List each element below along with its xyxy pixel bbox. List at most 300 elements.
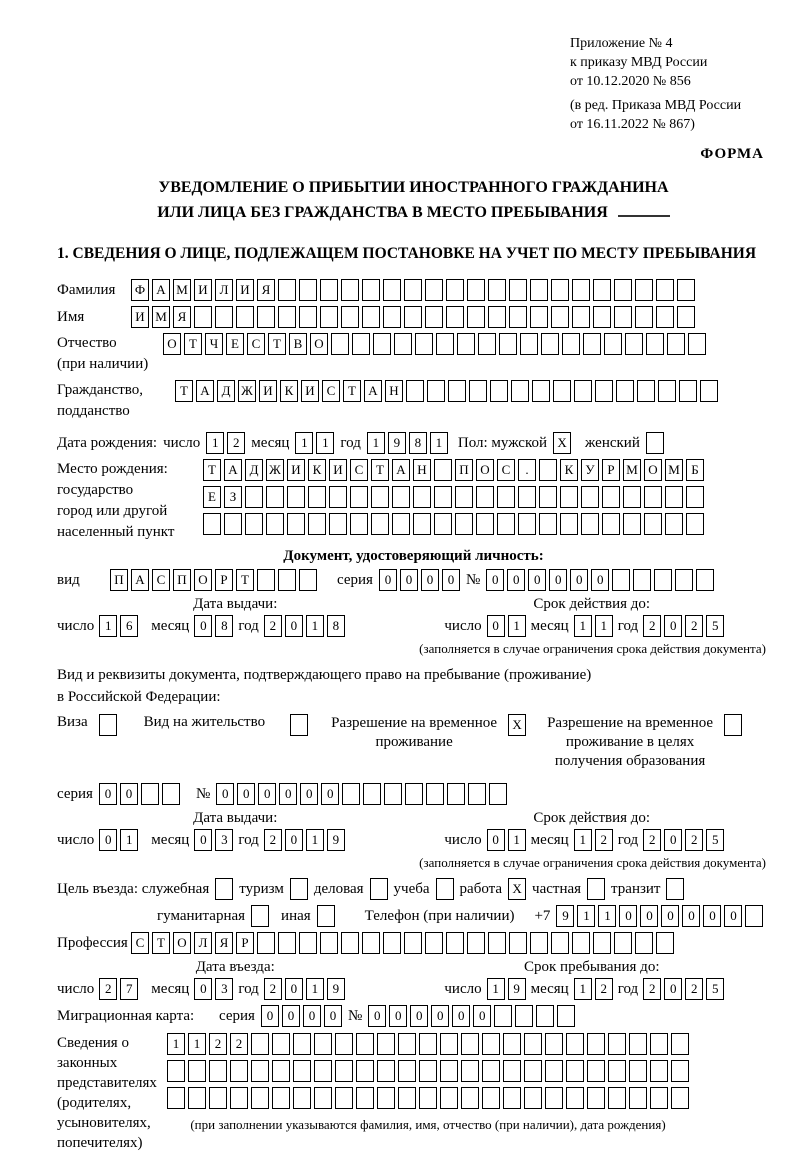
char-cell[interactable]: [373, 333, 391, 355]
char-cell[interactable]: .: [518, 459, 536, 481]
char-cell[interactable]: [530, 932, 548, 954]
purpose-humanitarian-checkbox[interactable]: [251, 905, 269, 927]
char-cell[interactable]: И: [236, 279, 254, 301]
middlename-input[interactable]: [163, 333, 706, 355]
stay-day-input[interactable]: [487, 978, 526, 1000]
permit-valid-year-input[interactable]: [643, 829, 724, 851]
char-cell[interactable]: [602, 513, 620, 535]
char-cell[interactable]: 0: [570, 569, 588, 591]
char-cell[interactable]: [406, 380, 424, 402]
char-cell[interactable]: 0: [324, 1005, 342, 1027]
char-cell[interactable]: О: [310, 333, 328, 355]
char-cell[interactable]: З: [224, 486, 242, 508]
char-cell[interactable]: Я: [173, 306, 191, 328]
char-cell[interactable]: 0: [279, 783, 297, 805]
char-cell[interactable]: [394, 333, 412, 355]
char-cell[interactable]: [341, 932, 359, 954]
entry-day-input[interactable]: [99, 978, 138, 1000]
char-cell[interactable]: [560, 513, 578, 535]
char-cell[interactable]: [656, 932, 674, 954]
char-cell[interactable]: [293, 1033, 311, 1055]
char-cell[interactable]: 5: [706, 615, 724, 637]
char-cell[interactable]: [654, 569, 672, 591]
char-cell[interactable]: [677, 306, 695, 328]
char-cell[interactable]: [434, 513, 452, 535]
char-cell[interactable]: 0: [591, 569, 609, 591]
char-cell[interactable]: [251, 1060, 269, 1082]
char-cell[interactable]: [383, 279, 401, 301]
char-cell[interactable]: [545, 1060, 563, 1082]
char-cell[interactable]: [434, 459, 452, 481]
char-cell[interactable]: 2: [264, 615, 282, 637]
char-cell[interactable]: 0: [285, 829, 303, 851]
char-cell[interactable]: [566, 1087, 584, 1109]
char-cell[interactable]: [593, 279, 611, 301]
char-cell[interactable]: [539, 459, 557, 481]
char-cell[interactable]: 0: [258, 783, 276, 805]
char-cell[interactable]: [518, 486, 536, 508]
char-cell[interactable]: [287, 513, 305, 535]
char-cell[interactable]: [677, 279, 695, 301]
char-cell[interactable]: [557, 1005, 575, 1027]
permit-issue-month-input[interactable]: [194, 829, 233, 851]
char-cell[interactable]: 0: [99, 783, 117, 805]
char-cell[interactable]: Т: [236, 569, 254, 591]
char-cell[interactable]: [371, 486, 389, 508]
char-cell[interactable]: [419, 1060, 437, 1082]
char-cell[interactable]: [257, 932, 275, 954]
purpose-work-checkbox[interactable]: X: [508, 878, 526, 900]
char-cell[interactable]: [614, 279, 632, 301]
char-cell[interactable]: 2: [685, 829, 703, 851]
char-cell[interactable]: К: [308, 459, 326, 481]
char-cell[interactable]: [572, 932, 590, 954]
char-cell[interactable]: 2: [264, 829, 282, 851]
char-cell[interactable]: [413, 513, 431, 535]
id-issue-day-input[interactable]: [99, 615, 138, 637]
char-cell[interactable]: [440, 1060, 458, 1082]
char-cell[interactable]: [236, 306, 254, 328]
stay-month-input[interactable]: [574, 978, 613, 1000]
char-cell[interactable]: [572, 306, 590, 328]
char-cell[interactable]: 2: [595, 978, 613, 1000]
char-cell[interactable]: [377, 1033, 395, 1055]
char-cell[interactable]: [299, 279, 317, 301]
char-cell[interactable]: [497, 486, 515, 508]
char-cell[interactable]: [427, 380, 445, 402]
id-valid-month-input[interactable]: [574, 615, 613, 637]
char-cell[interactable]: [230, 1087, 248, 1109]
char-cell[interactable]: О: [173, 932, 191, 954]
char-cell[interactable]: 0: [261, 1005, 279, 1027]
char-cell[interactable]: [587, 1033, 605, 1055]
char-cell[interactable]: [419, 1087, 437, 1109]
char-cell[interactable]: [350, 513, 368, 535]
char-cell[interactable]: 0: [724, 905, 742, 927]
char-cell[interactable]: [446, 279, 464, 301]
char-cell[interactable]: [503, 1087, 521, 1109]
char-cell[interactable]: [272, 1033, 290, 1055]
char-cell[interactable]: [530, 306, 548, 328]
char-cell[interactable]: О: [476, 459, 494, 481]
char-cell[interactable]: [251, 1033, 269, 1055]
char-cell[interactable]: [377, 1060, 395, 1082]
char-cell[interactable]: [635, 279, 653, 301]
char-cell[interactable]: Т: [268, 333, 286, 355]
citizenship-input[interactable]: [175, 380, 718, 402]
char-cell[interactable]: В: [289, 333, 307, 355]
char-cell[interactable]: [404, 279, 422, 301]
char-cell[interactable]: [425, 279, 443, 301]
char-cell[interactable]: [509, 279, 527, 301]
char-cell[interactable]: [650, 1087, 668, 1109]
char-cell[interactable]: С: [497, 459, 515, 481]
migration-number-input[interactable]: [368, 1005, 575, 1027]
residence-permit-checkbox[interactable]: [290, 714, 308, 736]
char-cell[interactable]: [539, 486, 557, 508]
char-cell[interactable]: [604, 333, 622, 355]
char-cell[interactable]: [457, 333, 475, 355]
char-cell[interactable]: С: [152, 569, 170, 591]
char-cell[interactable]: [679, 380, 697, 402]
char-cell[interactable]: Ж: [238, 380, 256, 402]
char-cell[interactable]: 1: [577, 905, 595, 927]
char-cell[interactable]: 3: [215, 829, 233, 851]
char-cell[interactable]: [293, 1087, 311, 1109]
char-cell[interactable]: 0: [400, 569, 418, 591]
char-cell[interactable]: [384, 783, 402, 805]
char-cell[interactable]: 1: [167, 1033, 185, 1055]
char-cell[interactable]: [530, 279, 548, 301]
char-cell[interactable]: [436, 333, 454, 355]
char-cell[interactable]: [209, 1087, 227, 1109]
char-cell[interactable]: 0: [664, 615, 682, 637]
char-cell[interactable]: [278, 279, 296, 301]
char-cell[interactable]: 0: [431, 1005, 449, 1027]
char-cell[interactable]: [392, 486, 410, 508]
char-cell[interactable]: И: [329, 459, 347, 481]
char-cell[interactable]: П: [455, 459, 473, 481]
char-cell[interactable]: [671, 1087, 689, 1109]
char-cell[interactable]: М: [665, 459, 683, 481]
char-cell[interactable]: [194, 306, 212, 328]
char-cell[interactable]: [587, 1087, 605, 1109]
char-cell[interactable]: [469, 380, 487, 402]
char-cell[interactable]: [415, 333, 433, 355]
char-cell[interactable]: [335, 1087, 353, 1109]
char-cell[interactable]: [167, 1060, 185, 1082]
char-cell[interactable]: Ж: [266, 459, 284, 481]
char-cell[interactable]: У: [581, 459, 599, 481]
char-cell[interactable]: 2: [209, 1033, 227, 1055]
char-cell[interactable]: 9: [327, 978, 345, 1000]
char-cell[interactable]: Т: [175, 380, 193, 402]
birthplace-row2-input[interactable]: [203, 486, 704, 508]
char-cell[interactable]: 0: [300, 783, 318, 805]
char-cell[interactable]: 2: [685, 615, 703, 637]
char-cell[interactable]: Б: [686, 459, 704, 481]
char-cell[interactable]: [299, 306, 317, 328]
char-cell[interactable]: С: [247, 333, 265, 355]
char-cell[interactable]: [608, 1087, 626, 1109]
char-cell[interactable]: [448, 380, 466, 402]
char-cell[interactable]: 2: [230, 1033, 248, 1055]
permit-series-input[interactable]: [99, 783, 180, 805]
char-cell[interactable]: Ф: [131, 279, 149, 301]
char-cell[interactable]: 0: [640, 905, 658, 927]
char-cell[interactable]: 3: [215, 978, 233, 1000]
char-cell[interactable]: 9: [327, 829, 345, 851]
char-cell[interactable]: 1: [206, 432, 224, 454]
char-cell[interactable]: 0: [664, 829, 682, 851]
stay-year-input[interactable]: [643, 978, 724, 1000]
char-cell[interactable]: [616, 380, 634, 402]
char-cell[interactable]: [560, 486, 578, 508]
char-cell[interactable]: 1: [306, 829, 324, 851]
char-cell[interactable]: 0: [194, 978, 212, 1000]
char-cell[interactable]: 6: [120, 615, 138, 637]
char-cell[interactable]: [635, 932, 653, 954]
char-cell[interactable]: [447, 783, 465, 805]
char-cell[interactable]: [489, 783, 507, 805]
char-cell[interactable]: 1: [99, 615, 117, 637]
char-cell[interactable]: [656, 279, 674, 301]
char-cell[interactable]: [633, 569, 651, 591]
char-cell[interactable]: [440, 1033, 458, 1055]
char-cell[interactable]: 0: [368, 1005, 386, 1027]
repr-row2-input[interactable]: [167, 1060, 689, 1082]
doc-type-input[interactable]: [110, 569, 317, 591]
char-cell[interactable]: [518, 513, 536, 535]
char-cell[interactable]: К: [280, 380, 298, 402]
char-cell[interactable]: [434, 486, 452, 508]
char-cell[interactable]: 0: [194, 615, 212, 637]
char-cell[interactable]: [658, 380, 676, 402]
char-cell[interactable]: 0: [682, 905, 700, 927]
char-cell[interactable]: 1: [367, 432, 385, 454]
char-cell[interactable]: А: [224, 459, 242, 481]
char-cell[interactable]: [162, 783, 180, 805]
char-cell[interactable]: [551, 306, 569, 328]
char-cell[interactable]: [644, 513, 662, 535]
id-issue-month-input[interactable]: [194, 615, 233, 637]
char-cell[interactable]: 0: [321, 783, 339, 805]
char-cell[interactable]: [468, 783, 486, 805]
char-cell[interactable]: [671, 1060, 689, 1082]
char-cell[interactable]: [629, 1087, 647, 1109]
char-cell[interactable]: [329, 513, 347, 535]
char-cell[interactable]: М: [152, 306, 170, 328]
char-cell[interactable]: [272, 1060, 290, 1082]
char-cell[interactable]: А: [392, 459, 410, 481]
char-cell[interactable]: А: [131, 569, 149, 591]
char-cell[interactable]: 0: [549, 569, 567, 591]
char-cell[interactable]: 0: [703, 905, 721, 927]
char-cell[interactable]: А: [196, 380, 214, 402]
char-cell[interactable]: [686, 513, 704, 535]
char-cell[interactable]: 0: [473, 1005, 491, 1027]
char-cell[interactable]: [551, 932, 569, 954]
char-cell[interactable]: 5: [706, 978, 724, 1000]
char-cell[interactable]: [509, 306, 527, 328]
char-cell[interactable]: [625, 333, 643, 355]
char-cell[interactable]: А: [152, 279, 170, 301]
char-cell[interactable]: 0: [216, 783, 234, 805]
char-cell[interactable]: [675, 569, 693, 591]
char-cell[interactable]: [188, 1060, 206, 1082]
char-cell[interactable]: 0: [442, 569, 460, 591]
char-cell[interactable]: [612, 569, 630, 591]
char-cell[interactable]: 0: [661, 905, 679, 927]
char-cell[interactable]: 9: [508, 978, 526, 1000]
char-cell[interactable]: 1: [487, 978, 505, 1000]
char-cell[interactable]: Д: [245, 459, 263, 481]
char-cell[interactable]: [515, 1005, 533, 1027]
char-cell[interactable]: 1: [598, 905, 616, 927]
char-cell[interactable]: И: [259, 380, 277, 402]
char-cell[interactable]: Л: [194, 932, 212, 954]
char-cell[interactable]: 2: [643, 615, 661, 637]
firstname-input[interactable]: [131, 306, 695, 328]
char-cell[interactable]: 8: [409, 432, 427, 454]
char-cell[interactable]: 0: [285, 978, 303, 1000]
char-cell[interactable]: [511, 380, 529, 402]
char-cell[interactable]: 2: [595, 829, 613, 851]
char-cell[interactable]: [383, 306, 401, 328]
char-cell[interactable]: [245, 513, 263, 535]
char-cell[interactable]: 2: [685, 978, 703, 1000]
char-cell[interactable]: 1: [508, 615, 526, 637]
char-cell[interactable]: [446, 306, 464, 328]
char-cell[interactable]: О: [644, 459, 662, 481]
birthplace-row3-input[interactable]: [203, 513, 704, 535]
char-cell[interactable]: [224, 513, 242, 535]
char-cell[interactable]: [667, 333, 685, 355]
char-cell[interactable]: [524, 1087, 542, 1109]
birth-day-input[interactable]: [206, 432, 245, 454]
char-cell[interactable]: [209, 1060, 227, 1082]
permit-valid-month-input[interactable]: [574, 829, 613, 851]
char-cell[interactable]: [488, 932, 506, 954]
char-cell[interactable]: [314, 1033, 332, 1055]
char-cell[interactable]: [494, 1005, 512, 1027]
char-cell[interactable]: О: [194, 569, 212, 591]
purpose-business-checkbox[interactable]: [370, 878, 388, 900]
char-cell[interactable]: [541, 333, 559, 355]
char-cell[interactable]: [461, 1087, 479, 1109]
birthplace-row1-input[interactable]: [203, 459, 704, 481]
char-cell[interactable]: [497, 513, 515, 535]
id-valid-year-input[interactable]: [643, 615, 724, 637]
char-cell[interactable]: [320, 306, 338, 328]
char-cell[interactable]: [352, 333, 370, 355]
char-cell[interactable]: [299, 932, 317, 954]
char-cell[interactable]: 0: [410, 1005, 428, 1027]
char-cell[interactable]: [293, 1060, 311, 1082]
char-cell[interactable]: [203, 513, 221, 535]
char-cell[interactable]: [331, 333, 349, 355]
char-cell[interactable]: 1: [188, 1033, 206, 1055]
char-cell[interactable]: [251, 1087, 269, 1109]
char-cell[interactable]: [320, 932, 338, 954]
permit-valid-day-input[interactable]: [487, 829, 526, 851]
char-cell[interactable]: [398, 1060, 416, 1082]
entry-month-input[interactable]: [194, 978, 233, 1000]
repr-row3-input[interactable]: [167, 1087, 689, 1109]
char-cell[interactable]: 2: [643, 978, 661, 1000]
char-cell[interactable]: [314, 1087, 332, 1109]
char-cell[interactable]: 8: [327, 615, 345, 637]
char-cell[interactable]: [266, 486, 284, 508]
char-cell[interactable]: 1: [316, 432, 334, 454]
char-cell[interactable]: [371, 513, 389, 535]
char-cell[interactable]: Т: [203, 459, 221, 481]
char-cell[interactable]: [167, 1087, 185, 1109]
char-cell[interactable]: [230, 1060, 248, 1082]
char-cell[interactable]: [413, 486, 431, 508]
char-cell[interactable]: [581, 513, 599, 535]
char-cell[interactable]: 2: [264, 978, 282, 1000]
char-cell[interactable]: Е: [203, 486, 221, 508]
lastname-input[interactable]: [131, 279, 695, 301]
char-cell[interactable]: [637, 380, 655, 402]
purpose-transit-checkbox[interactable]: [666, 878, 684, 900]
char-cell[interactable]: [426, 783, 444, 805]
char-cell[interactable]: 0: [303, 1005, 321, 1027]
char-cell[interactable]: [287, 486, 305, 508]
char-cell[interactable]: [446, 932, 464, 954]
char-cell[interactable]: Н: [413, 459, 431, 481]
char-cell[interactable]: [614, 932, 632, 954]
char-cell[interactable]: 0: [528, 569, 546, 591]
char-cell[interactable]: [425, 306, 443, 328]
char-cell[interactable]: [656, 306, 674, 328]
char-cell[interactable]: 9: [388, 432, 406, 454]
char-cell[interactable]: [688, 333, 706, 355]
purpose-official-checkbox[interactable]: [215, 878, 233, 900]
char-cell[interactable]: [362, 932, 380, 954]
char-cell[interactable]: 0: [99, 829, 117, 851]
rvp-education-checkbox[interactable]: [724, 714, 742, 736]
char-cell[interactable]: 0: [285, 615, 303, 637]
char-cell[interactable]: 8: [215, 615, 233, 637]
char-cell[interactable]: [650, 1060, 668, 1082]
char-cell[interactable]: [520, 333, 538, 355]
char-cell[interactable]: [308, 513, 326, 535]
char-cell[interactable]: И: [301, 380, 319, 402]
char-cell[interactable]: 0: [194, 829, 212, 851]
char-cell[interactable]: [608, 1060, 626, 1082]
char-cell[interactable]: [499, 333, 517, 355]
char-cell[interactable]: [335, 1060, 353, 1082]
char-cell[interactable]: [278, 932, 296, 954]
char-cell[interactable]: [398, 1033, 416, 1055]
char-cell[interactable]: [356, 1087, 374, 1109]
char-cell[interactable]: 0: [507, 569, 525, 591]
char-cell[interactable]: Е: [226, 333, 244, 355]
char-cell[interactable]: [524, 1060, 542, 1082]
char-cell[interactable]: [245, 486, 263, 508]
char-cell[interactable]: И: [287, 459, 305, 481]
char-cell[interactable]: [461, 1060, 479, 1082]
char-cell[interactable]: [583, 333, 601, 355]
char-cell[interactable]: 2: [227, 432, 245, 454]
char-cell[interactable]: [623, 513, 641, 535]
char-cell[interactable]: [308, 486, 326, 508]
char-cell[interactable]: 1: [508, 829, 526, 851]
char-cell[interactable]: [440, 1087, 458, 1109]
char-cell[interactable]: [593, 932, 611, 954]
